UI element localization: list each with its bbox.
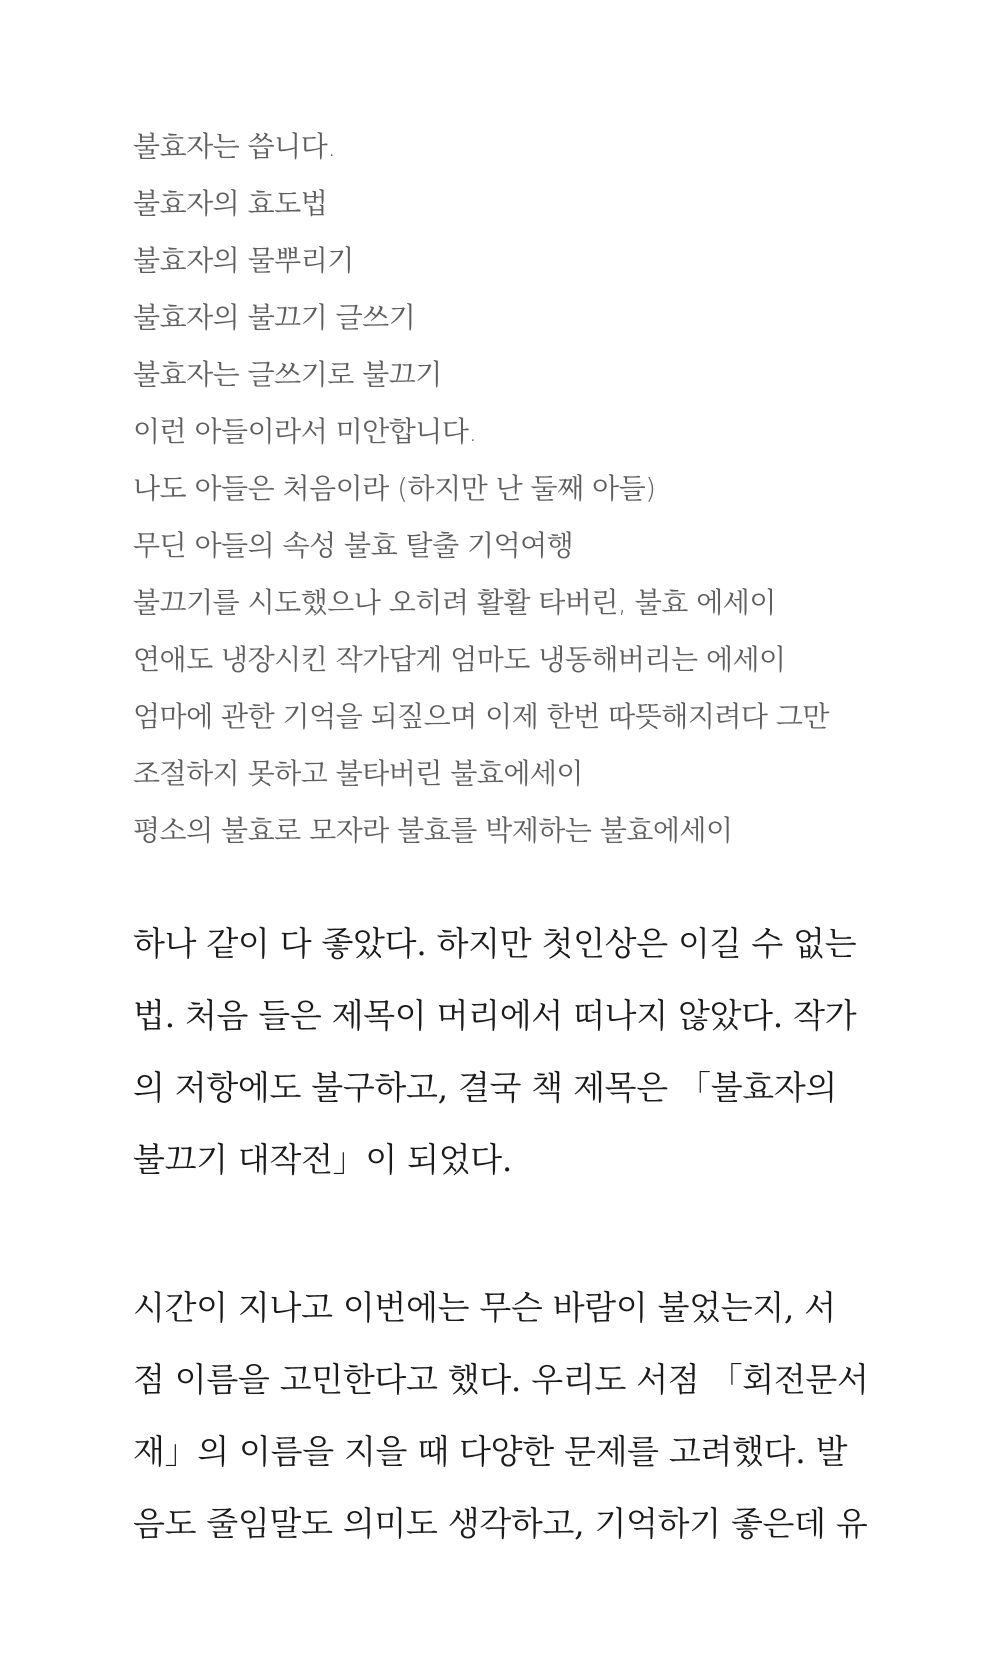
paragraph-line: 시간이 지나고 이번에는 무슨 바람이 불었는지, 서: [133, 1288, 836, 1327]
list-item: 연애도 냉장시킨 작가답게 엄마도 냉동해버리는 에세이: [133, 643, 786, 676]
body-paragraph-1: [133, 908, 857, 1196]
paragraph-line: 재」의 이름을 지을 때 다양한 문제를 고려했다. 발: [133, 1432, 848, 1471]
list-item: 평소의 불효로 모자라 불효를 박제하는 불효에세이: [133, 814, 733, 847]
list-item: 불효자의 물뿌리기: [133, 244, 354, 277]
paragraph-line: 불끄기 대작전」이 되었다.: [133, 1140, 513, 1179]
list-item: 불끄기를 시도했으나 오히려 활활 타버린, 불효 에세이: [133, 586, 776, 619]
body-paragraph-2: [133, 1272, 869, 1560]
paragraph-line: 점 이름을 고민한다고 했다. 우리도 서점 「회전문서: [133, 1360, 869, 1399]
list-item: 무딘 아들의 속성 불효 탈출 기억여행: [133, 529, 574, 562]
list-item: 나도 아들은 처음이라 (하지만 난 둘째 아들): [133, 472, 656, 505]
list-item: 불효자는 글쓰기로 불끄기: [133, 358, 442, 391]
paragraph-line: 음도 줄임말도 의미도 생각하고, 기억하기 좋은데 유: [133, 1504, 868, 1543]
paragraph-line: 하나 같이 다 좋았다. 하지만 첫인상은 이길 수 없는: [133, 924, 857, 963]
paragraph-line: 법. 처음 들은 제목이 머리에서 떠나지 않았다. 작가: [133, 996, 857, 1035]
list-item: 이런 아들이라서 미안합니다.: [133, 415, 477, 448]
paragraph-line: 의 저항에도 불구하고, 결국 책 제목은 「불효자의: [133, 1068, 838, 1107]
list-item: 조절하지 못하고 불타버린 불효에세이: [133, 757, 583, 790]
list-item: 불효자의 효도법: [133, 187, 328, 220]
title-candidate-list: [133, 118, 893, 859]
list-item: 불효자는 씁니다.: [133, 130, 336, 163]
list-item: 불효자의 불끄기 글쓰기: [133, 301, 416, 334]
list-item: 엄마에 관한 기억을 되짚으며 이제 한번 따뜻해지려다 그만: [133, 700, 829, 733]
